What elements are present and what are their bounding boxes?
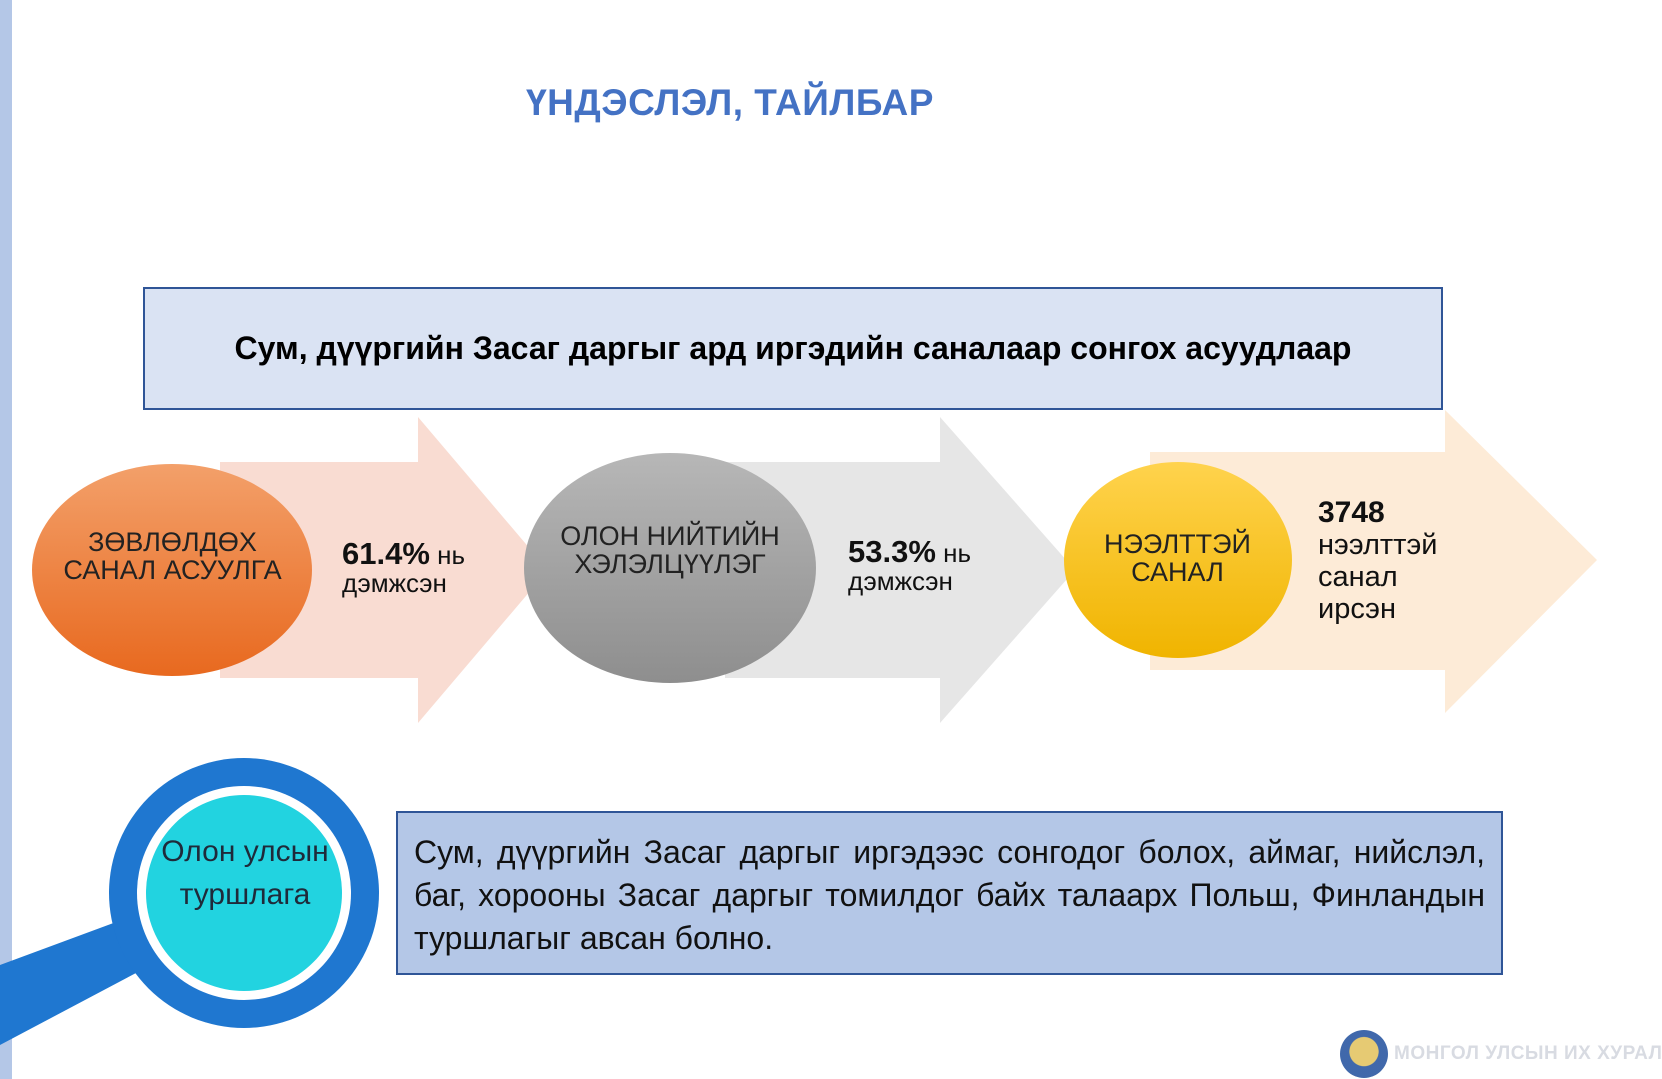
footer-organization-name: МОНГОЛ УЛСЫН ИХ ХУРАЛ xyxy=(1394,1043,1662,1064)
step-label-public-hearing: ОЛОН НИЙТИЙН ХЭЛЭЛЦҮҮЛЭГ xyxy=(560,521,780,579)
stat-text: дэмжсэн xyxy=(848,566,953,596)
step-stat-public-hearing xyxy=(848,534,972,596)
stat-value: 53.3% xyxy=(848,534,936,569)
soyombo-emblem-icon xyxy=(1340,1030,1388,1078)
international-experience-label: Олон улсын туршлага xyxy=(161,835,329,911)
stat-value: 3748 xyxy=(1318,496,1385,529)
stat-text: нээлттэй санал ирсэн xyxy=(1318,529,1438,625)
stat-value: 61.4% xyxy=(342,536,430,571)
step-stat-consultative-poll xyxy=(342,536,466,598)
page-title: ҮНДЭСЛЭЛ, ТАЙЛБАР xyxy=(526,82,934,123)
experience-info-text: Сум, дүүргийн Засаг даргыг иргэдээс сонгодог болох, аймаг, нийслэл, баг, хорооны Засаг даргыг томилдог байх талаарх Польш, Финландын туршлагыг авсан болно. xyxy=(414,834,1485,956)
experience-info-box xyxy=(396,811,1503,975)
step-label-open-feedback: НЭЭЛТТЭЙ САНАЛ xyxy=(1104,529,1251,587)
stat-text: дэмжсэн xyxy=(342,568,447,598)
topic-header-text: Сум, дүүргийн Засаг даргыг ард иргэдийн саналаар сонгох асуудлаар xyxy=(234,330,1352,366)
stat-suffix: нь xyxy=(437,540,466,570)
step-label-consultative-poll: ЗӨВЛӨЛДӨХ САНАЛ АСУУЛГА xyxy=(63,527,282,585)
step-stat-open-feedback xyxy=(1318,497,1468,625)
stat-suffix: нь xyxy=(943,538,972,568)
